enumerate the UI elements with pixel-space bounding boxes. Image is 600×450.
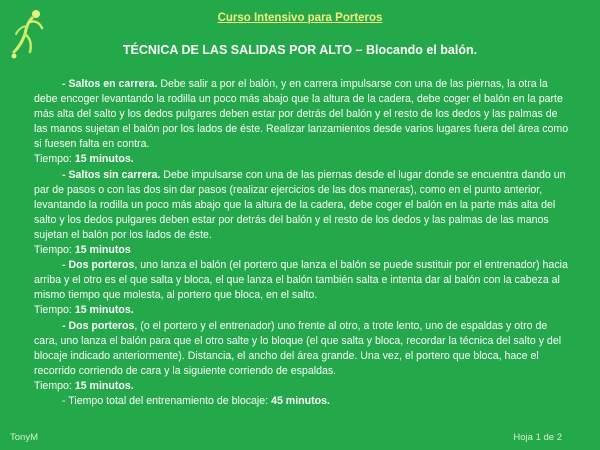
section-time [34, 152, 570, 167]
total-value: 45 minutos. [271, 394, 330, 407]
time-value: 15 minutos. [74, 304, 134, 317]
time-label: Tiempo: [34, 153, 75, 166]
course-title: Curso Intensivo para Porteros [217, 12, 383, 24]
time-value: 15 minutos [74, 244, 131, 257]
section-heading: - Saltos en carrera. [62, 78, 158, 90]
footer-author: TonyM [10, 432, 38, 443]
section-time [34, 379, 570, 394]
time-label: Tiempo: [34, 244, 75, 257]
total-time [34, 394, 570, 409]
section-text: , (o el portero y el entrenador) uno frente al otro, a trote lento, uno de espaldas y otro de cara, uno lanza el balón para que el otro salte y lo bloque (el que salta y bloca, recordar la técnica del salto y del blocaje indicado anteriormente). Distancia, el ancho del área grande. Una vez, el portero que bloca, hace el recorrido corriendo de cara y la siguiente corriendo de espaldas. [34, 319, 562, 377]
total-label: - Tiempo total del entrenamiento de blocaje: [62, 394, 272, 407]
time-value: 15 minutos. [74, 379, 134, 392]
body-text [34, 77, 570, 409]
section-paragraph [34, 168, 570, 243]
section-time [34, 243, 570, 258]
footer-page-number: Hoja 1 de 2 [513, 432, 562, 443]
section-paragraph [34, 319, 570, 379]
section-paragraph [34, 258, 570, 303]
time-label: Tiempo: [34, 379, 75, 392]
time-label: Tiempo: [34, 304, 75, 317]
section-paragraph [34, 77, 570, 152]
section-heading: - Dos porteros [62, 319, 135, 332]
section-heading: - Saltos sin carrera. [62, 168, 161, 181]
section-text: Debe salir a por el balón, y en carrera impulsarse con una de las piernas, la otra la debe encoger levantando la rodilla un poco más abajo que la altura de la cadera, debe coger el balón en la parte más alta del salto y los dedos pulgares deben estar por detrás del balón y el resto de los dedos y las palmas de las manos sujetan el balón por los lados de éste. Realizar lanzamientos desde varios lugares fuera del área como si fuesen falta en contra. [34, 78, 569, 151]
section-text: Debe impulsarse con una de las piernas desde el lugar donde se encuentra dando un par de pasos o con las dos sin dar pasos (realizar ejercicios de las dos maneras), como en el punto anterior, levantando la rodilla un poco más abajo que la altura de la cadera, debe coger el balón en la parte más alta del salto y los dedos pulgares deben estar por detrás del balón y el resto de los dedos y las palmas de las manos sujetan el balón por los lados de éste. [34, 168, 566, 241]
section-text: , uno lanza el balón (el portero que lanza el balón se puede sustituir por el entrenador) hacia arriba y el otro es el que salta y bloca, el que lanza el balón también salta e intenta dar al balón con la cabeza al mismo tiempo que molesta, al portero que bloca, en el salto. [34, 259, 568, 302]
main-title: TÉCNICA DE LAS SALIDAS POR ALTO – Blocando el balón. [122, 43, 478, 57]
section-heading: - Dos porteros [62, 259, 135, 272]
section-time [34, 303, 570, 318]
time-value: 15 minutos. [74, 153, 134, 166]
